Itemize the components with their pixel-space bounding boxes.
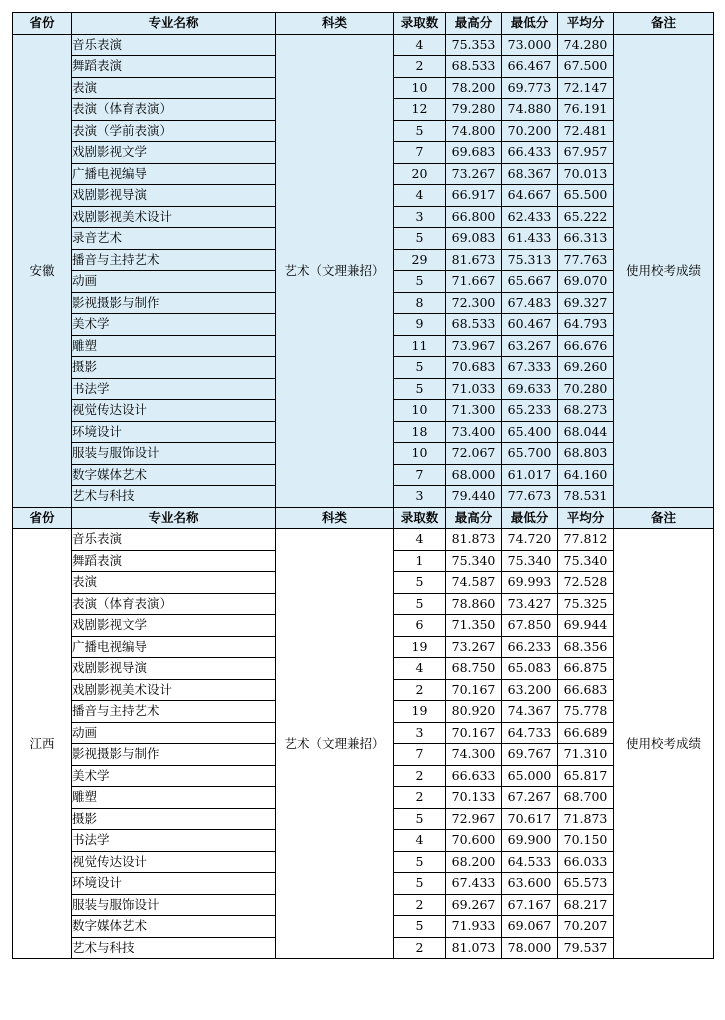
max-score-cell: 67.433 — [446, 873, 502, 895]
admitted-cell: 5 — [394, 916, 446, 938]
admitted-cell: 11 — [394, 335, 446, 357]
admitted-cell: 5 — [394, 271, 446, 293]
remark-cell: 使用校考成绩 — [614, 34, 714, 507]
admitted-cell: 7 — [394, 744, 446, 766]
major-cell: 雕塑 — [72, 335, 276, 357]
avg-score-cell: 65.817 — [558, 765, 614, 787]
admitted-cell: 3 — [394, 206, 446, 228]
min-score-cell: 66.233 — [502, 636, 558, 658]
avg-score-cell: 77.763 — [558, 249, 614, 271]
header-admitted: 录取数 — [394, 13, 446, 35]
max-score-cell: 81.673 — [446, 249, 502, 271]
avg-score-cell: 75.340 — [558, 550, 614, 572]
major-cell: 影视摄影与制作 — [72, 292, 276, 314]
admitted-cell: 5 — [394, 357, 446, 379]
avg-score-cell: 65.500 — [558, 185, 614, 207]
admitted-cell: 12 — [394, 99, 446, 121]
max-score-cell: 81.873 — [446, 529, 502, 551]
max-score-cell: 66.917 — [446, 185, 502, 207]
min-score-cell: 64.533 — [502, 851, 558, 873]
major-cell: 舞蹈表演 — [72, 550, 276, 572]
max-score-cell: 72.067 — [446, 443, 502, 465]
avg-score-cell: 66.313 — [558, 228, 614, 250]
major-cell: 表演 — [72, 77, 276, 99]
major-cell: 视觉传达设计 — [72, 851, 276, 873]
min-score-cell: 73.000 — [502, 34, 558, 56]
province-cell: 江西 — [13, 529, 72, 959]
min-score-cell: 65.000 — [502, 765, 558, 787]
min-score-cell: 74.367 — [502, 701, 558, 723]
min-score-cell: 64.667 — [502, 185, 558, 207]
min-score-cell: 67.850 — [502, 615, 558, 637]
min-score-cell: 69.767 — [502, 744, 558, 766]
major-cell: 表演 — [72, 572, 276, 594]
max-score-cell: 71.300 — [446, 400, 502, 422]
avg-score-cell: 77.812 — [558, 529, 614, 551]
admitted-cell: 4 — [394, 529, 446, 551]
header-province: 省份 — [13, 507, 72, 529]
admitted-cell: 2 — [394, 765, 446, 787]
admitted-cell: 7 — [394, 464, 446, 486]
admitted-cell: 2 — [394, 937, 446, 959]
major-cell: 美术学 — [72, 314, 276, 336]
avg-score-cell: 64.793 — [558, 314, 614, 336]
major-cell: 数字媒体艺术 — [72, 464, 276, 486]
min-score-cell: 60.467 — [502, 314, 558, 336]
header-max-score: 最高分 — [446, 13, 502, 35]
admitted-cell: 4 — [394, 34, 446, 56]
avg-score-cell: 69.260 — [558, 357, 614, 379]
admitted-cell: 20 — [394, 163, 446, 185]
avg-score-cell: 67.957 — [558, 142, 614, 164]
major-cell: 动画 — [72, 271, 276, 293]
avg-score-cell: 71.310 — [558, 744, 614, 766]
table-row — [13, 529, 714, 551]
avg-score-cell: 72.147 — [558, 77, 614, 99]
admitted-cell: 10 — [394, 77, 446, 99]
avg-score-cell: 70.207 — [558, 916, 614, 938]
avg-score-cell: 68.044 — [558, 421, 614, 443]
min-score-cell: 75.340 — [502, 550, 558, 572]
avg-score-cell: 66.875 — [558, 658, 614, 680]
min-score-cell: 69.773 — [502, 77, 558, 99]
min-score-cell: 70.617 — [502, 808, 558, 830]
min-score-cell: 77.673 — [502, 486, 558, 508]
major-cell: 环境设计 — [72, 421, 276, 443]
min-score-cell: 67.267 — [502, 787, 558, 809]
avg-score-cell: 68.217 — [558, 894, 614, 916]
avg-score-cell: 68.356 — [558, 636, 614, 658]
major-cell: 表演（学前表演） — [72, 120, 276, 142]
avg-score-cell: 72.528 — [558, 572, 614, 594]
major-cell: 书法学 — [72, 830, 276, 852]
avg-score-cell: 72.481 — [558, 120, 614, 142]
major-cell: 播音与主持艺术 — [72, 701, 276, 723]
section-anhui — [13, 13, 714, 508]
max-score-cell: 73.267 — [446, 636, 502, 658]
max-score-cell: 66.800 — [446, 206, 502, 228]
major-cell: 表演（体育表演） — [72, 99, 276, 121]
admitted-cell: 5 — [394, 120, 446, 142]
max-score-cell: 70.167 — [446, 679, 502, 701]
admitted-cell: 5 — [394, 593, 446, 615]
admitted-cell: 19 — [394, 701, 446, 723]
max-score-cell: 79.280 — [446, 99, 502, 121]
max-score-cell: 71.667 — [446, 271, 502, 293]
max-score-cell: 69.683 — [446, 142, 502, 164]
max-score-cell: 71.033 — [446, 378, 502, 400]
min-score-cell: 69.900 — [502, 830, 558, 852]
admitted-cell: 4 — [394, 185, 446, 207]
admitted-cell: 5 — [394, 572, 446, 594]
max-score-cell: 68.750 — [446, 658, 502, 680]
major-cell: 戏剧影视美术设计 — [72, 206, 276, 228]
admitted-cell: 10 — [394, 443, 446, 465]
admitted-cell: 4 — [394, 658, 446, 680]
avg-score-cell: 66.033 — [558, 851, 614, 873]
max-score-cell: 73.400 — [446, 421, 502, 443]
min-score-cell: 65.083 — [502, 658, 558, 680]
max-score-cell: 69.083 — [446, 228, 502, 250]
avg-score-cell: 64.160 — [558, 464, 614, 486]
major-cell: 戏剧影视导演 — [72, 658, 276, 680]
min-score-cell: 75.313 — [502, 249, 558, 271]
min-score-cell: 67.483 — [502, 292, 558, 314]
header-category: 科类 — [276, 507, 394, 529]
avg-score-cell: 70.013 — [558, 163, 614, 185]
min-score-cell: 68.367 — [502, 163, 558, 185]
min-score-cell: 64.733 — [502, 722, 558, 744]
major-cell: 广播电视编导 — [72, 636, 276, 658]
header-province: 省份 — [13, 13, 72, 35]
avg-score-cell: 66.689 — [558, 722, 614, 744]
avg-score-cell: 76.191 — [558, 99, 614, 121]
avg-score-cell: 68.273 — [558, 400, 614, 422]
admitted-cell: 7 — [394, 142, 446, 164]
admitted-cell: 19 — [394, 636, 446, 658]
header-avg-score: 平均分 — [558, 13, 614, 35]
admission-score-table — [12, 12, 714, 959]
min-score-cell: 65.667 — [502, 271, 558, 293]
major-cell: 雕塑 — [72, 787, 276, 809]
max-score-cell: 73.267 — [446, 163, 502, 185]
max-score-cell: 72.967 — [446, 808, 502, 830]
min-score-cell: 73.427 — [502, 593, 558, 615]
category-cell: 艺术（文理兼招） — [276, 529, 394, 959]
max-score-cell: 68.000 — [446, 464, 502, 486]
avg-score-cell: 70.280 — [558, 378, 614, 400]
max-score-cell: 74.587 — [446, 572, 502, 594]
header-major: 专业名称 — [72, 507, 276, 529]
admitted-cell: 6 — [394, 615, 446, 637]
admitted-cell: 2 — [394, 787, 446, 809]
admitted-cell: 3 — [394, 486, 446, 508]
major-cell: 数字媒体艺术 — [72, 916, 276, 938]
major-cell: 视觉传达设计 — [72, 400, 276, 422]
header-min-score: 最低分 — [502, 13, 558, 35]
major-cell: 摄影 — [72, 357, 276, 379]
max-score-cell: 78.860 — [446, 593, 502, 615]
major-cell: 摄影 — [72, 808, 276, 830]
min-score-cell: 78.000 — [502, 937, 558, 959]
header-category: 科类 — [276, 13, 394, 35]
header-avg-score: 平均分 — [558, 507, 614, 529]
min-score-cell: 63.600 — [502, 873, 558, 895]
avg-score-cell: 66.676 — [558, 335, 614, 357]
min-score-cell: 65.233 — [502, 400, 558, 422]
min-score-cell: 69.633 — [502, 378, 558, 400]
admitted-cell: 1 — [394, 550, 446, 572]
section-jiangxi — [13, 507, 714, 959]
min-score-cell: 63.267 — [502, 335, 558, 357]
major-cell: 美术学 — [72, 765, 276, 787]
major-cell: 影视摄影与制作 — [72, 744, 276, 766]
header-major: 专业名称 — [72, 13, 276, 35]
min-score-cell: 65.400 — [502, 421, 558, 443]
avg-score-cell: 68.803 — [558, 443, 614, 465]
major-cell: 录音艺术 — [72, 228, 276, 250]
major-cell: 戏剧影视美术设计 — [72, 679, 276, 701]
admitted-cell: 29 — [394, 249, 446, 271]
min-score-cell: 69.067 — [502, 916, 558, 938]
major-cell: 书法学 — [72, 378, 276, 400]
max-score-cell: 68.533 — [446, 314, 502, 336]
min-score-cell: 66.433 — [502, 142, 558, 164]
major-cell: 戏剧影视文学 — [72, 615, 276, 637]
major-cell: 服装与服饰设计 — [72, 894, 276, 916]
major-cell: 表演（体育表演） — [72, 593, 276, 615]
avg-score-cell: 69.327 — [558, 292, 614, 314]
avg-score-cell: 65.573 — [558, 873, 614, 895]
header-row — [13, 13, 714, 35]
header-remark: 备注 — [614, 13, 714, 35]
max-score-cell: 78.200 — [446, 77, 502, 99]
avg-score-cell: 78.531 — [558, 486, 614, 508]
max-score-cell: 72.300 — [446, 292, 502, 314]
admitted-cell: 2 — [394, 679, 446, 701]
admitted-cell: 4 — [394, 830, 446, 852]
major-cell: 服装与服饰设计 — [72, 443, 276, 465]
major-cell: 广播电视编导 — [72, 163, 276, 185]
min-score-cell: 74.880 — [502, 99, 558, 121]
header-row — [13, 507, 714, 529]
major-cell: 艺术与科技 — [72, 486, 276, 508]
remark-cell: 使用校考成绩 — [614, 529, 714, 959]
min-score-cell: 63.200 — [502, 679, 558, 701]
max-score-cell: 74.800 — [446, 120, 502, 142]
max-score-cell: 75.340 — [446, 550, 502, 572]
min-score-cell: 70.200 — [502, 120, 558, 142]
avg-score-cell: 71.873 — [558, 808, 614, 830]
max-score-cell: 66.633 — [446, 765, 502, 787]
admitted-cell: 5 — [394, 851, 446, 873]
avg-score-cell: 74.280 — [558, 34, 614, 56]
admitted-cell: 2 — [394, 894, 446, 916]
min-score-cell: 74.720 — [502, 529, 558, 551]
major-cell: 戏剧影视文学 — [72, 142, 276, 164]
min-score-cell: 67.333 — [502, 357, 558, 379]
province-cell: 安徽 — [13, 34, 72, 507]
min-score-cell: 69.993 — [502, 572, 558, 594]
max-score-cell: 73.967 — [446, 335, 502, 357]
admitted-cell: 5 — [394, 228, 446, 250]
avg-score-cell: 66.683 — [558, 679, 614, 701]
max-score-cell: 70.167 — [446, 722, 502, 744]
min-score-cell: 61.433 — [502, 228, 558, 250]
avg-score-cell: 67.500 — [558, 56, 614, 78]
max-score-cell: 71.350 — [446, 615, 502, 637]
avg-score-cell: 69.944 — [558, 615, 614, 637]
category-cell: 艺术（文理兼招） — [276, 34, 394, 507]
table-row — [13, 34, 714, 56]
admitted-cell: 2 — [394, 56, 446, 78]
major-cell: 音乐表演 — [72, 34, 276, 56]
max-score-cell: 75.353 — [446, 34, 502, 56]
max-score-cell: 70.133 — [446, 787, 502, 809]
admitted-cell: 5 — [394, 873, 446, 895]
admitted-cell: 5 — [394, 808, 446, 830]
max-score-cell: 74.300 — [446, 744, 502, 766]
avg-score-cell: 65.222 — [558, 206, 614, 228]
avg-score-cell: 70.150 — [558, 830, 614, 852]
header-max-score: 最高分 — [446, 507, 502, 529]
avg-score-cell: 79.537 — [558, 937, 614, 959]
max-score-cell: 71.933 — [446, 916, 502, 938]
max-score-cell: 68.533 — [446, 56, 502, 78]
major-cell: 音乐表演 — [72, 529, 276, 551]
admitted-cell: 3 — [394, 722, 446, 744]
major-cell: 环境设计 — [72, 873, 276, 895]
max-score-cell: 79.440 — [446, 486, 502, 508]
major-cell: 舞蹈表演 — [72, 56, 276, 78]
admitted-cell: 10 — [394, 400, 446, 422]
major-cell: 动画 — [72, 722, 276, 744]
major-cell: 戏剧影视导演 — [72, 185, 276, 207]
admitted-cell: 8 — [394, 292, 446, 314]
major-cell: 艺术与科技 — [72, 937, 276, 959]
avg-score-cell: 75.778 — [558, 701, 614, 723]
header-remark: 备注 — [614, 507, 714, 529]
min-score-cell: 67.167 — [502, 894, 558, 916]
min-score-cell: 65.700 — [502, 443, 558, 465]
admitted-cell: 9 — [394, 314, 446, 336]
max-score-cell: 70.683 — [446, 357, 502, 379]
header-min-score: 最低分 — [502, 507, 558, 529]
admitted-cell: 5 — [394, 378, 446, 400]
min-score-cell: 66.467 — [502, 56, 558, 78]
max-score-cell: 68.200 — [446, 851, 502, 873]
avg-score-cell: 69.070 — [558, 271, 614, 293]
header-admitted: 录取数 — [394, 507, 446, 529]
major-cell: 播音与主持艺术 — [72, 249, 276, 271]
min-score-cell: 61.017 — [502, 464, 558, 486]
max-score-cell: 80.920 — [446, 701, 502, 723]
min-score-cell: 62.433 — [502, 206, 558, 228]
avg-score-cell: 68.700 — [558, 787, 614, 809]
max-score-cell: 70.600 — [446, 830, 502, 852]
max-score-cell: 81.073 — [446, 937, 502, 959]
max-score-cell: 69.267 — [446, 894, 502, 916]
admitted-cell: 18 — [394, 421, 446, 443]
avg-score-cell: 75.325 — [558, 593, 614, 615]
